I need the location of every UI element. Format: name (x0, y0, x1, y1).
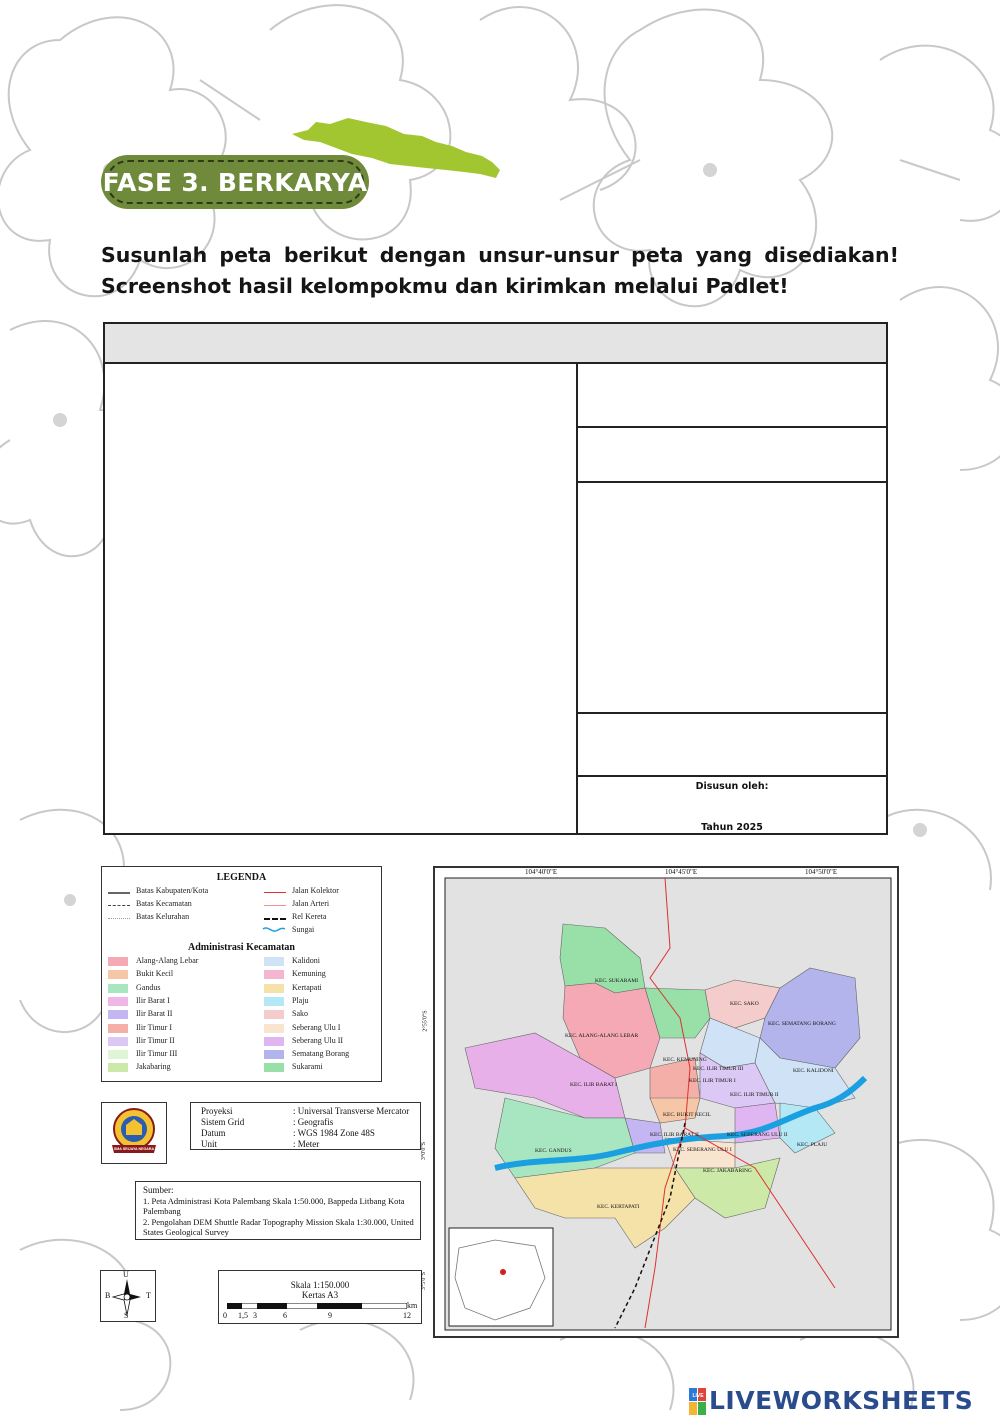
compiled-by-label: Disusun oleh: (695, 781, 769, 792)
district-swatch (108, 957, 128, 966)
district-swatch-label: Sematang Borang (292, 1049, 350, 1059)
district-swatch-label: Sukarami (292, 1062, 323, 1072)
latitude-label: 3°0'0"S (421, 1141, 428, 1161)
legend-line-label: Batas Kecamatan (136, 899, 192, 908)
district-swatch (108, 1010, 128, 1019)
district-swatch (264, 997, 284, 1006)
scale-tick-label: 9 (328, 1311, 332, 1320)
district-map-label: KEC. KALIDONI (793, 1068, 834, 1074)
boundary-village-symbol (108, 918, 130, 919)
district-swatch (108, 1050, 128, 1059)
scale-paper: Kertas A3 (301, 1290, 339, 1300)
liveworksheets-logo (689, 1386, 989, 1418)
district-swatch (264, 1063, 284, 1072)
legend-slot[interactable] (578, 483, 886, 714)
school-logo-text: SMA SRIJAYA NEGARA (113, 1147, 155, 1151)
source-title: Sumber: (143, 1185, 174, 1195)
legend-line-label: Jalan Arteri (292, 899, 330, 908)
scale-piece[interactable] (218, 1270, 422, 1324)
map-title-slot[interactable] (105, 324, 886, 364)
district-swatch (264, 1010, 284, 1019)
projection-row: Proyeksi : Universal Transverse Mercator (201, 1106, 410, 1116)
district-swatch (264, 1037, 284, 1046)
district-swatch (108, 997, 128, 1006)
scale-unit: km (407, 1301, 418, 1310)
district-map-label: KEC. JAKABARING (703, 1168, 752, 1174)
district-map-label: KEC. ILIR BARAT I (570, 1082, 617, 1088)
district-swatch (108, 984, 128, 993)
phase-badge (101, 155, 369, 209)
compass-west: B (105, 1291, 111, 1300)
longitude-label: 104°45'0"E (665, 868, 698, 876)
district-swatch-label: Ilir Timur III (136, 1049, 178, 1059)
district-map-label: KEC. SEBERANG ULU II (727, 1132, 788, 1138)
projection-row: Unit : Meter (201, 1139, 320, 1149)
palembang-map-piece[interactable] (421, 866, 899, 1338)
projection-row: Datum : WGS 1984 Zone 48S (201, 1128, 375, 1138)
legend-line-label: Rel Kereta (292, 912, 327, 921)
district-swatch-label: Kertapati (292, 982, 322, 992)
school-emblem-icon (104, 1105, 164, 1161)
district-map-label: KEC. ILIR TIMUR I (689, 1078, 736, 1084)
district-swatch (264, 1024, 284, 1033)
map-layout-frame (103, 322, 888, 835)
district-map-label: KEC. ILIR TIMUR II (730, 1092, 779, 1098)
compass-north: U (123, 1270, 129, 1279)
legend-line-label: Batas Kabupaten/Kota (136, 886, 209, 895)
district-map (435, 868, 897, 1336)
river-symbol (262, 925, 286, 935)
district-swatch (264, 1050, 284, 1059)
legend-subtitle: Administrasi Kecamatan (188, 942, 295, 953)
scale-tick-label: 0 (223, 1311, 227, 1320)
compass-piece[interactable] (100, 1270, 156, 1322)
legend-line-label: Sungai (292, 925, 315, 934)
scale-tick-label: 1,5 (238, 1311, 248, 1320)
district-swatch-label: Alang-Alang Lebar (136, 956, 199, 965)
phase-label: FASE 3. BERKARYA (102, 167, 368, 197)
district-swatch-label: Gandus (136, 982, 161, 992)
scale-tick-label: 12 (403, 1311, 411, 1320)
legend-piece[interactable] (101, 866, 382, 1082)
scale-bar (227, 1303, 407, 1309)
side-slot-2[interactable] (578, 428, 886, 483)
year-label: Tahun 2025 (701, 822, 763, 833)
source-item: 2. Pengolahan DEM Shuttle Radar Topography Mission Skala 1:30.000, United States Geological Survey (143, 1217, 414, 1237)
district-swatch (108, 1024, 128, 1033)
district-swatch (264, 970, 284, 979)
district-map-label: KEC. GANDUS (535, 1148, 572, 1154)
district-swatch-label: Seberang Ulu II (292, 1035, 344, 1045)
district-swatch-label: Bukit Kecil (136, 969, 174, 979)
district-swatch-label: Seberang Ulu I (292, 1022, 341, 1032)
latitude-label: 2°55'0"S (422, 1010, 429, 1032)
district-map-label: KEC. BUKIT KECIL (663, 1112, 712, 1118)
district-map-label: KEC. KEMUNING (663, 1057, 707, 1063)
district-map-label: KEC. ILIR TIMUR III (693, 1066, 744, 1072)
legend-line-label: Jalan Kolektor (292, 886, 339, 895)
district-swatch-label: Sako (292, 1009, 308, 1019)
district-map-label: KEC. KERTAPATI (597, 1204, 640, 1210)
legend-line-label: Batas Kelurahan (136, 912, 190, 921)
district-swatch-label: Ilir Timur II (136, 1035, 175, 1045)
boundary-district-symbol (108, 905, 130, 906)
source-item: 1. Peta Administrasi Kota Palembang Skala 1:50.000, Bappeda Litbang Kota Palembang (143, 1196, 405, 1216)
district-swatch-label: Kalidoni (292, 956, 320, 965)
district-map-label: KEC. ALANG-ALANG LEBAR (565, 1033, 639, 1039)
instruction-line-2: Screenshot hasil kelompokmu dan kirimkan melalui Padlet! (101, 274, 789, 298)
scale-ratio: Skala 1:150.000 (290, 1280, 350, 1290)
railway-symbol (264, 918, 286, 920)
live-badge-text: LIVE (692, 1393, 704, 1399)
projection-row: Sistem Grid : Geografis (201, 1117, 334, 1127)
district-map-label: KEC. SAKO (730, 1001, 759, 1007)
district-map-label: KEC. SEMATANG BORANG (768, 1021, 836, 1027)
district-swatch (108, 970, 128, 979)
boundary-city-symbol (108, 892, 130, 894)
side-slot-1[interactable] (578, 364, 886, 428)
compass-south: S (124, 1311, 129, 1320)
collector-road-symbol (264, 892, 286, 893)
district-swatch-label: Plaju (292, 995, 309, 1005)
latitude-label: 3°5'0"S (421, 1271, 428, 1291)
district-map-label: KEC. SEBERANG ULU I (673, 1147, 732, 1153)
district-swatch (108, 1037, 128, 1046)
district-map-label: KEC. SUKARAMI (595, 978, 639, 984)
instruction-text (101, 240, 899, 302)
district-swatch (108, 1063, 128, 1072)
district-swatch-label: Ilir Timur I (136, 1022, 173, 1032)
longitude-label: 104°50'0"E (805, 868, 838, 876)
district-swatch (264, 957, 284, 966)
projection-piece[interactable] (190, 1102, 421, 1150)
district-swatch-label: Ilir Barat I (136, 995, 170, 1005)
source-piece[interactable] (135, 1181, 421, 1240)
longitude-label: 104°40'0"E (525, 868, 558, 876)
instruction-line-1: Susunlah peta berikut dengan unsur-unsur peta yang disediakan! (101, 243, 899, 267)
school-logo-piece[interactable] (101, 1102, 167, 1164)
author-slot (578, 777, 886, 833)
compass-east: T (146, 1291, 151, 1300)
district-swatch (264, 984, 284, 993)
arterial-road-symbol (264, 905, 286, 906)
district-swatch-label: Kemuning (292, 969, 326, 979)
scale-tick-label: 6 (283, 1311, 287, 1320)
district-map-label: KEC. PLAJU (797, 1142, 828, 1148)
district-swatch-label: Ilir Barat II (136, 1009, 173, 1019)
info-slot[interactable] (578, 714, 886, 777)
map-drop-area[interactable] (105, 364, 578, 833)
district-swatch-label: Jakabaring (136, 1062, 171, 1072)
district-map-label: KEC. ILIR BARAT II (650, 1132, 699, 1138)
scale-tick-label: 3 (253, 1311, 257, 1320)
legend-title: LEGENDA (216, 872, 267, 883)
liveworksheets-brand: LIVEWORKSHEETS (709, 1386, 974, 1415)
